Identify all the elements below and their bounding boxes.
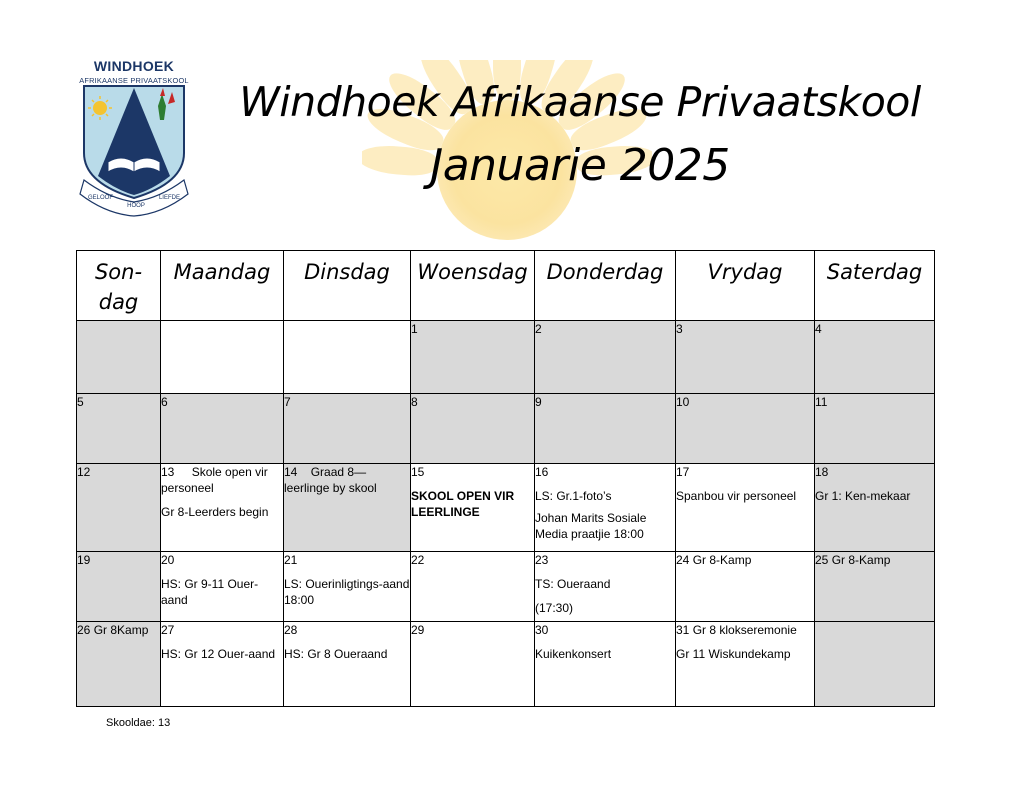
day-cell <box>77 394 161 464</box>
day-cell <box>815 321 935 394</box>
day-cell <box>815 622 935 707</box>
week-row <box>77 321 935 394</box>
day-cell <box>676 622 815 707</box>
day-cell <box>535 622 676 707</box>
day-cell <box>815 552 935 622</box>
event-text: Gr 8-Leerders begin <box>161 505 269 519</box>
school-logo <box>78 58 190 218</box>
weekday-header <box>77 251 161 321</box>
day-number: 24 <box>676 553 690 567</box>
weekday-header: Maandag <box>161 251 284 321</box>
day-number: 27 <box>161 623 175 637</box>
week-row <box>77 552 935 622</box>
day-cell <box>535 394 676 464</box>
day-number: 16 <box>535 465 549 479</box>
day-number: 11 <box>815 395 828 409</box>
weekday-header: Vrydag <box>676 251 815 321</box>
logo-subtitle: AFRIKAANSE PRIVAATSKOOL <box>79 76 189 85</box>
day-cell <box>815 394 935 464</box>
event-text: HS: Gr 12 Ouer-aand <box>161 647 276 661</box>
motto-word: GELOOF <box>88 195 114 201</box>
weekday-header: Donderdag <box>535 251 676 321</box>
day-cell <box>284 622 411 707</box>
week-row <box>77 622 935 707</box>
day-number: 26 <box>77 623 91 637</box>
school-crest-icon <box>78 58 190 218</box>
event-text: SKOOL OPEN VIR LEERLINGE <box>411 489 515 519</box>
event-text: Kuikenkonsert <box>535 647 612 661</box>
day-cell <box>411 321 535 394</box>
day-cell <box>535 464 676 552</box>
day-cell <box>284 464 411 552</box>
day-cell <box>161 552 284 622</box>
day-cell <box>161 464 284 552</box>
day-cell <box>411 552 535 622</box>
week-row <box>77 394 935 464</box>
event-text: Gr 11 Wiskundekamp <box>676 647 791 661</box>
day-cell <box>676 321 815 394</box>
day-number: 8 <box>411 395 418 409</box>
motto-word: HOOP <box>127 203 145 209</box>
day-cell <box>77 464 161 552</box>
logo-name: WINDHOEK <box>93 58 175 74</box>
event-inline: Skole open vir personeel <box>161 465 268 495</box>
day-number: 19 <box>77 553 91 567</box>
day-number: 12 <box>77 465 91 479</box>
event-text: Spanbou vir personeel <box>676 489 797 503</box>
day-cell <box>284 394 411 464</box>
day-cell <box>815 464 935 552</box>
day-cell <box>284 321 411 394</box>
day-number: 4 <box>815 322 822 336</box>
day-number: 7 <box>284 395 291 409</box>
weekday-header-row <box>77 251 935 321</box>
day-cell <box>535 552 676 622</box>
day-cell <box>676 394 815 464</box>
day-cell <box>676 552 815 622</box>
day-cell <box>77 552 161 622</box>
day-number: 20 <box>161 553 175 567</box>
day-cell <box>161 394 284 464</box>
day-cell <box>284 552 411 622</box>
day-cell <box>161 622 284 707</box>
weekday-label: Son-dag <box>94 260 143 314</box>
event-text: Johan Marits Sosiale Media praatjie 18:00 <box>535 511 647 541</box>
calendar-table <box>76 250 935 707</box>
weekday-header: Saterdag <box>815 251 935 321</box>
day-number: 23 <box>535 553 549 567</box>
motto <box>78 195 190 209</box>
day-number: 29 <box>411 623 425 637</box>
day-cell <box>77 321 161 394</box>
day-number: 9 <box>535 395 542 409</box>
day-number: 25 <box>815 553 829 567</box>
weekday-header: Dinsdag <box>284 251 411 321</box>
event-text: LS: Ouerinligtings-aand 18:00 <box>284 577 410 607</box>
page-title: Windhoek Afrikaanse Privaatskool <box>239 78 921 126</box>
day-number: 14 <box>284 465 298 479</box>
day-number: 10 <box>676 395 690 409</box>
day-number: 15 <box>411 465 425 479</box>
event-inline: Gr 8Kamp <box>93 623 149 637</box>
week-row <box>77 464 935 552</box>
day-number: 2 <box>535 322 542 336</box>
day-number: 30 <box>535 623 549 637</box>
month-title: Januarie 2025 <box>430 140 730 191</box>
event-text: TS: Oueraand <box>535 577 611 591</box>
day-number: 6 <box>161 395 168 409</box>
weekday-header: Woensdag <box>411 251 535 321</box>
day-number: 17 <box>676 465 690 479</box>
day-cell <box>411 394 535 464</box>
day-number: 31 <box>676 623 690 637</box>
event-inline: Gr 8-Kamp <box>831 553 891 567</box>
day-number: 28 <box>284 623 298 637</box>
day-number: 1 <box>411 322 418 336</box>
day-cell <box>161 321 284 394</box>
day-number: 13 <box>161 465 175 479</box>
day-number: 21 <box>284 553 298 567</box>
school-days-count: Skooldae: 13 <box>106 717 171 729</box>
event-text: HS: Gr 8 Oueraand <box>284 647 388 661</box>
day-cell <box>411 622 535 707</box>
day-cell <box>535 321 676 394</box>
event-inline: Gr 8 klokseremonie <box>692 623 797 637</box>
day-cell <box>411 464 535 552</box>
day-number: 22 <box>411 553 425 567</box>
motto-word: LIEFDE <box>158 195 180 201</box>
day-cell <box>77 622 161 707</box>
day-number: 18 <box>815 465 829 479</box>
event-text: (17:30) <box>535 601 574 615</box>
event-text: HS: Gr 9-11 Ouer-aand <box>161 577 259 607</box>
day-number: 5 <box>77 395 84 409</box>
day-number: 3 <box>676 322 683 336</box>
event-inline: Gr 8-Kamp <box>692 553 752 567</box>
day-cell <box>676 464 815 552</box>
event-text: LS: Gr.1-foto’s <box>535 489 612 503</box>
event-text: Gr 1: Ken-mekaar <box>815 489 911 503</box>
event-inline: Graad 8—leerlinge by skool <box>284 465 377 495</box>
